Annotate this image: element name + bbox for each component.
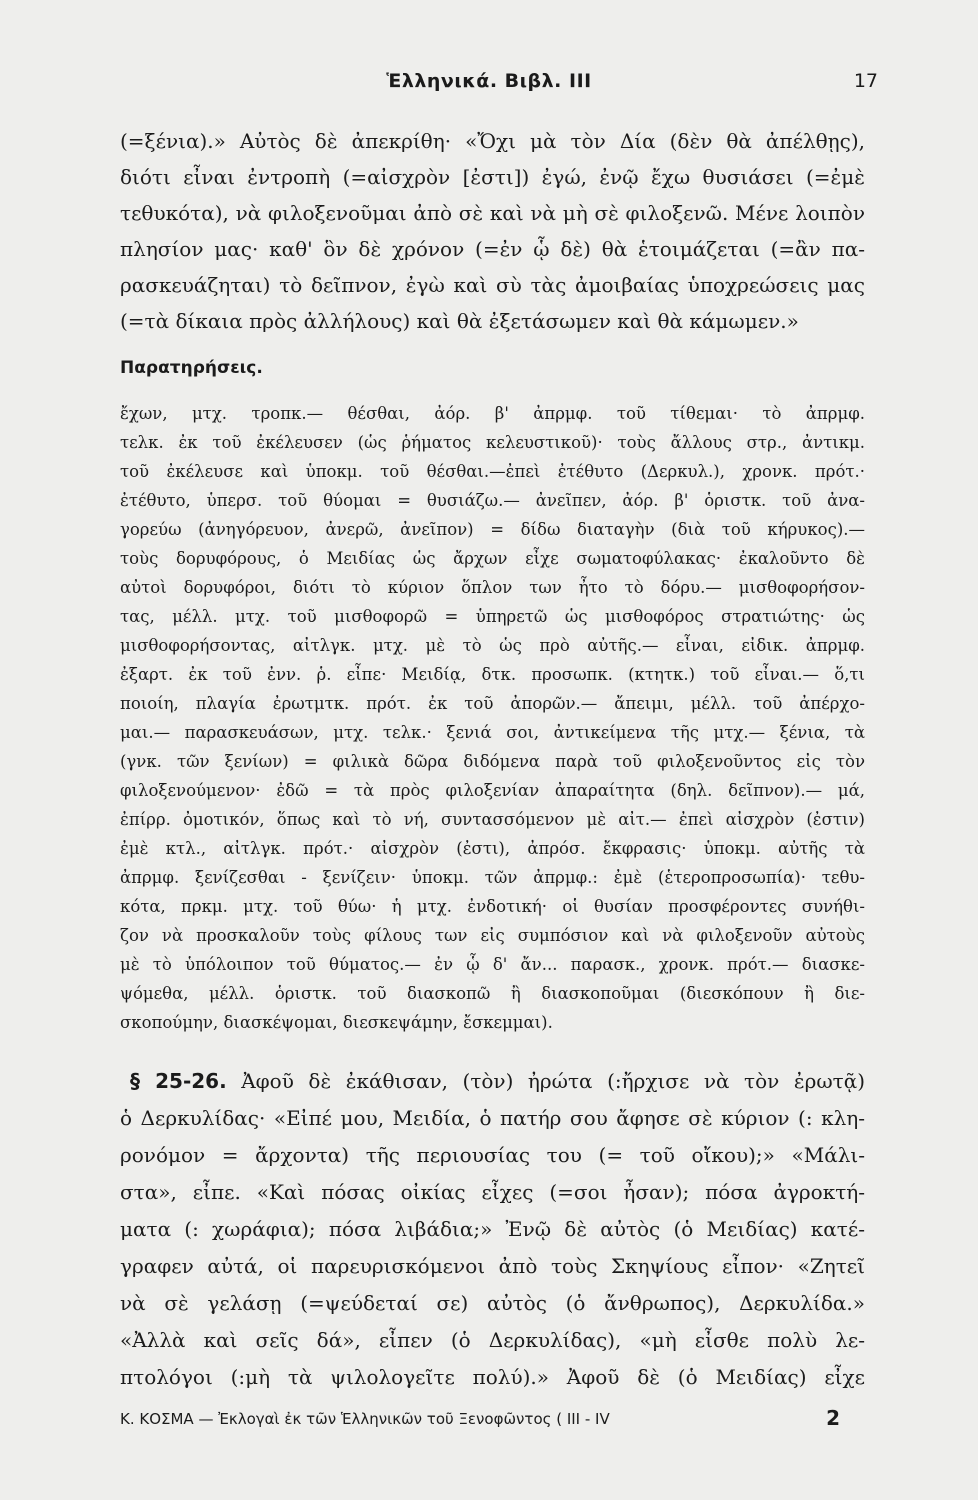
note-line: σκοπούμην, διασκέψομαι, διεσκεψάμην, ἔσκεμμαι). <box>120 1013 553 1032</box>
text-line: ρασκευάζηται) τὸ δεῖπνον, ἐγὼ καὶ σὺ τὰς ἀμοιβαίας ὑποχρεώσεις μας <box>120 273 865 297</box>
section-line: νὰ σὲ γελάσῃ (=ψεύδεταί σε) αὐτὸς (ὁ ἄνθρωπος), Δερκυλίδα.» <box>120 1291 865 1315</box>
running-head-title: Ἑλληνικά. Βιβλ. ΙΙΙ <box>386 70 592 92</box>
signature-mark: 2 <box>826 1406 840 1430</box>
note-line: ἐμὲ κτλ., αἰτλγκ. πρότ.· αἰσχρὸν (ἐστι), ἀπρόσ. ἔκφρασις· ὑποκμ. αὐτῆς τὰ <box>120 839 865 858</box>
text-line: διότι εἶναι ἐντροπὴ (=αἰσχρὸν [ἐστι]) ἐγώ, ἐνῷ ἔχω θυσιάσει (=ἐμὲ <box>120 165 865 189</box>
section-line: ματα (: χωράφια); πόσα λιβάδια;» Ἐνῷ δὲ αὐτὸς (ὁ Μειδίας) κατέ- <box>120 1217 865 1241</box>
note-line: ἐτέθυτο, ὑπερσ. τοῦ θύομαι = θυσιάζω.— ἀνεῖπεν, ἀόρ. β' ὁριστκ. τοῦ ἀνα- <box>120 491 865 510</box>
text-line: (=ξένια).» Αὐτὸς δὲ ἀπεκρίθη· «Ὄχι μὰ τὸν Δία (δὲν θὰ ἀπέλθῃς), <box>120 129 865 153</box>
note-line: τας, μέλλ. μτχ. τοῦ μισθοφορῶ = ὑπηρετῶ ὡς μισθοφόρος στρατιώτης· ὡς <box>120 607 865 626</box>
footer-text: Κ. ΚΟΣΜΑ — Ἐκλογαὶ ἐκ τῶν Ἑλληνικῶν τοῦ Ξενοφῶντος ( ΙΙΙ - IV <box>120 1410 610 1428</box>
section-line: Ἀφοῦ δὲ ἐκάθισαν, (τὸν) ἠρώτα (:ἤρχισε νὰ τὸν ἐρωτᾷ) <box>241 1069 866 1093</box>
section-line: γραφεν αὐτά, οἱ παρευρισκόμενοι ἀπὸ τοὺς Σκηψίους εἶπον· «Ζητεῖ <box>120 1254 865 1278</box>
text-line: τεθυκότα), νὰ φιλοξενοῦμαι ἀπὸ σὲ καὶ νὰ μὴ σὲ φιλοξενῶ. Μένε λοιπὸν <box>120 201 865 225</box>
note-line: τοὺς δορυφόρους, ὁ Μειδίας ὡς ἄρχων εἶχε σωματοφύλακας· ἐκαλοῦντο δὲ <box>120 549 865 568</box>
note-line: ἔχων, μτχ. τροπκ.— θέσθαι, ἀόρ. β' ἀπρμφ. τοῦ τίθεμαι· τὸ ἀπρμφ. <box>120 404 865 423</box>
note-line: μαι.— παρασκευάσων, μτχ. τελκ.· ξενιά σοι, ἀντικείμενα τῆς μτχ.— ξένια, τὰ <box>120 723 865 742</box>
section-number: § 25-26. <box>130 1069 227 1093</box>
note-line: ἐξαρτ. ἐκ τοῦ ἐνν. ῥ. εἶπε· Μειδίᾳ, δτκ. προσωπκ. (κτητκ.) τοῦ εἶναι.— ὅ,τι <box>120 665 865 684</box>
note-line: κότα, πρκμ. μτχ. τοῦ θύω· ἡ μτχ. ἐνδοτική· οἱ θυσίαν προσφέροντες συνήθι- <box>120 897 865 916</box>
section-line: «Ἀλλὰ καὶ σεῖς δά», εἶπεν (ὁ Δερκυλίδας), «μὴ εἶσθε πολὺ λε- <box>120 1328 865 1352</box>
running-head <box>100 70 878 100</box>
section-line: στα», εἶπε. «Καὶ πόσας οἰκίας εἶχες (=σοι ἦσαν); πόσα ἀγροκτή- <box>120 1180 865 1204</box>
notes-heading: Παρατηρήσεις. <box>120 358 263 378</box>
page-number: 17 <box>853 70 878 92</box>
note-line: ποιοίη, πλαγία ἐρωτμτκ. πρότ. ἐκ τοῦ ἀπορῶν.— ἄπειμι, μέλλ. τοῦ ἀπέρχο- <box>120 694 865 713</box>
note-line: (γνκ. τῶν ξενίων) = φιλικὰ δῶρα διδόμενα παρὰ τοῦ φιλοξενοῦντος εἰς τὸν <box>120 752 865 771</box>
section-line: ὁ Δερκυλίδας· «Εἰπέ μου, Μειδία, ὁ πατήρ σου ἄφησε σὲ κύριον (: κλη- <box>120 1106 865 1130</box>
note-line: τελκ. ἐκ τοῦ ἐκέλευσεν (ὡς ῥήματος κελευστικοῦ)· τοὺς ἄλλους στρ., ἀντικμ. <box>120 433 865 452</box>
section-line: ρονόμον = ἄρχοντα) τῆς περιουσίας του (= τοῦ οἴκου);» «Μάλι- <box>120 1143 865 1167</box>
note-line: τοῦ ἐκέλευσε καὶ ὑποκμ. τοῦ θέσθαι.—ἐπεὶ ἐτέθυτο (Δερκυλ.), χρονκ. πρότ.· <box>120 462 865 481</box>
text-line: (=τὰ δίκαια πρὸς ἀλλήλους) καὶ θὰ ἐξετάσωμεν καὶ θὰ κάμωμεν.» <box>120 309 799 333</box>
note-line: ζον νὰ προσκαλοῦν τοὺς φίλους των εἰς συμπόσιον καὶ νὰ φιλοξενοῦν αὐτοὺς <box>120 926 865 945</box>
note-line: φιλοξενούμενον· ἐδῶ = τὰ πρὸς φιλοξενίαν ἀπαραίτητα (δηλ. δεῖπνον).— μά, <box>120 781 865 800</box>
section-line: πτολόγοι (:μὴ τὰ ψιλολογεῖτε πολύ).» Ἀφοῦ δὲ (ὁ Μειδίας) εἶχε <box>120 1365 865 1389</box>
text-line: πλησίον μας· καθ' ὃν δὲ χρόνον (=ἐν ᾧ δὲ) θὰ ἑτοιμάζεται (=ἂν πα- <box>120 237 865 261</box>
note-line: ἀπρμφ. ξενίζεσθαι - ξενίζειν· ὑποκμ. τῶν ἀπρμφ.: ἐμὲ (ἑτεροπροσωπία)· τεθυ- <box>120 868 865 887</box>
note-line: μισθοφορήσοντας, αἰτλγκ. μτχ. μὲ τὸ ὡς πρὸ αὐτῆς.— εἶναι, εἰδικ. ἀπρμφ. <box>120 636 865 655</box>
page-footer <box>120 1406 840 1430</box>
note-line: γορεύω (ἀνηγόρευον, ἀνερῶ, ἀνεῖπον) = δίδω διαταγὴν (διὰ τοῦ κήρυκος).— <box>120 520 865 539</box>
note-line: ψόμεθα, μέλλ. ὁριστκ. τοῦ διασκοπῶ ἢ διασκοποῦμαι (διεσκόπουν ἢ διε- <box>120 984 865 1003</box>
note-line: μὲ τὸ ὑπόλοιπον τοῦ θύματος.— ἐν ᾧ δ' ἄν... παρασκ., χρονκ. πρότ.— διασκε- <box>120 955 865 974</box>
section-first-line <box>130 1067 865 1095</box>
note-line: ἐπίρρ. ὀμοτικόν, ὅπως καὶ τὸ νή, συντασσόμενον μὲ αἰτ.— ἐπεὶ αἰσχρὸν (ἐστιν) <box>120 810 865 829</box>
note-line: αὐτοὶ δορυφόροι, διότι τὸ κύριον ὅπλον των ἦτο τὸ δόρυ.— μισθοφορήσον- <box>120 578 865 597</box>
